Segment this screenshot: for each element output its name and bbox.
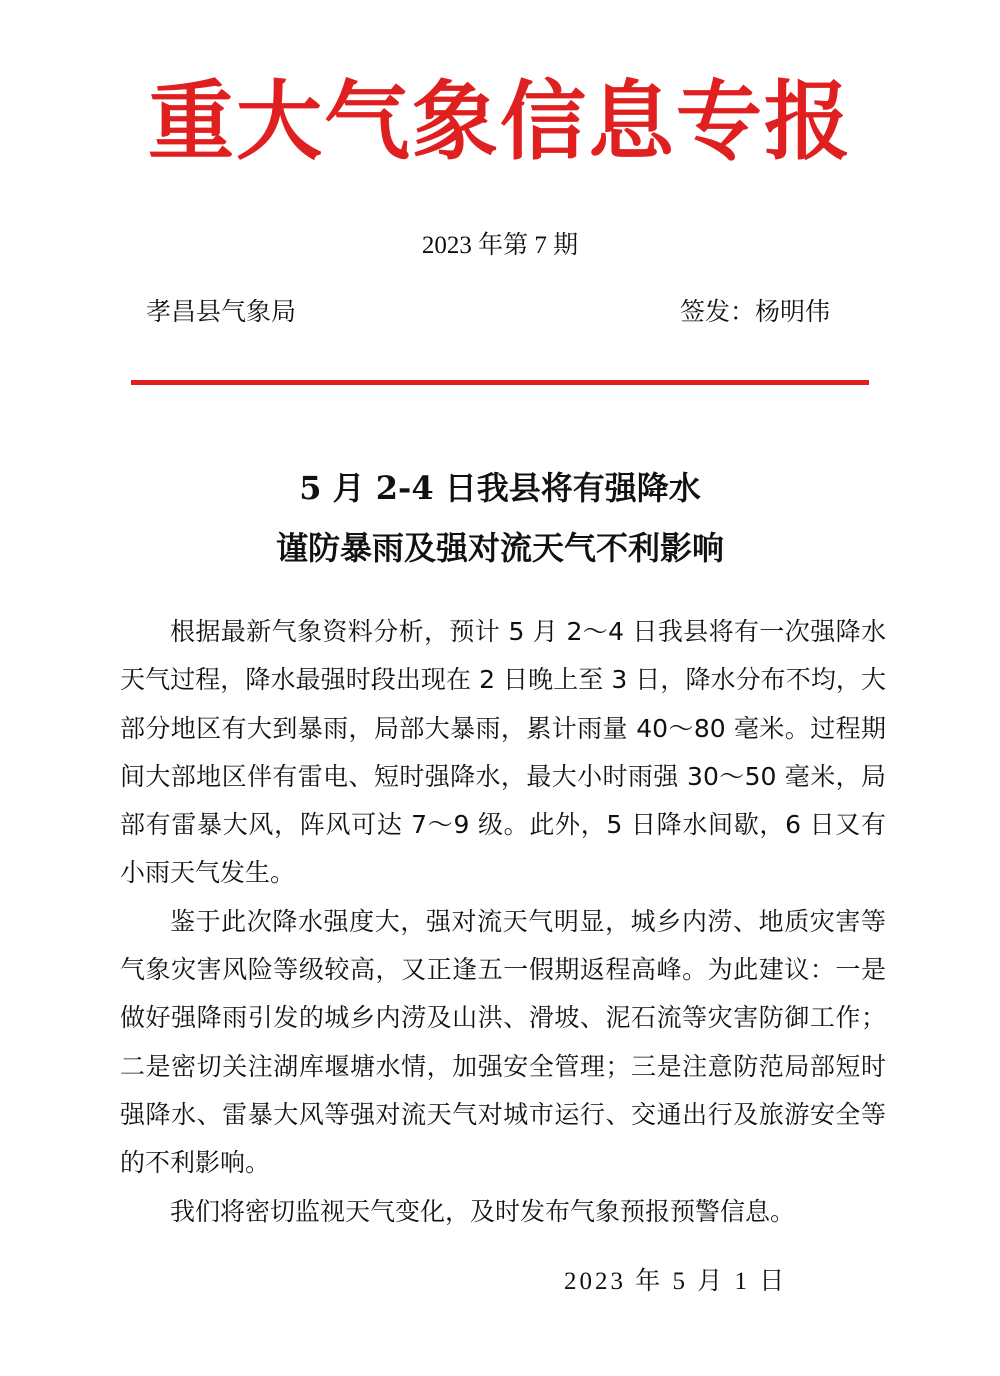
body-text xyxy=(120,608,886,1236)
issue-date: 2023 年 5 月 1 日 xyxy=(564,1268,788,1295)
masthead-title: 重大气象信息专报 xyxy=(148,71,852,172)
red-divider-line xyxy=(131,380,869,385)
issuing-organization: 孝昌县气象局 xyxy=(146,297,297,326)
signer: 签发：杨明伟 xyxy=(679,297,830,326)
headline-line-1: 5 月 2-4 日我县将有强降水 xyxy=(299,469,701,507)
paragraph-forecast: 根据最新气象资料分析，预计 5 月 2～4 日我县将有一次强降水天气过程，降水最强时段出现在 2 日晚上至 3 日，降水分布不均，大部分地区有大到暴雨，局部大暴雨，累计雨量 40～80 毫米。过程期间大部地区伴有雷电、短时强降水，最大小时雨强 30～50 毫米，局部有雷暴大风，阵风可达 7～9 级。此外，5 日降水间歇，6 日又有小雨天气发生。 xyxy=(120,617,886,888)
meta-row xyxy=(146,292,830,332)
paragraph-recommendations: 鉴于此次降水强度大，强对流天气明显，城乡内涝、地质灾害等气象灾害风险等级较高，又正逢五一假期返程高峰。为此建议：一是做好强降雨引发的城乡内涝及山洪、滑坡、泥石流等灾害防御工作；二是密切关注湖库堰塘水情，加强安全管理；三是注意防范局部短时强降水、雷暴大风等强对流天气对城市运行、交通出行及旅游安全等的不利影响。 xyxy=(120,906,886,1178)
headline xyxy=(0,458,1000,578)
paragraph-closing: 我们将密切监视天气变化，及时发布气象预报预警信息。 xyxy=(170,1196,796,1226)
headline-line-2: 谨防暴雨及强对流天气不利影响 xyxy=(275,529,724,567)
issue-number: 2023 年第 7 期 xyxy=(421,232,579,259)
